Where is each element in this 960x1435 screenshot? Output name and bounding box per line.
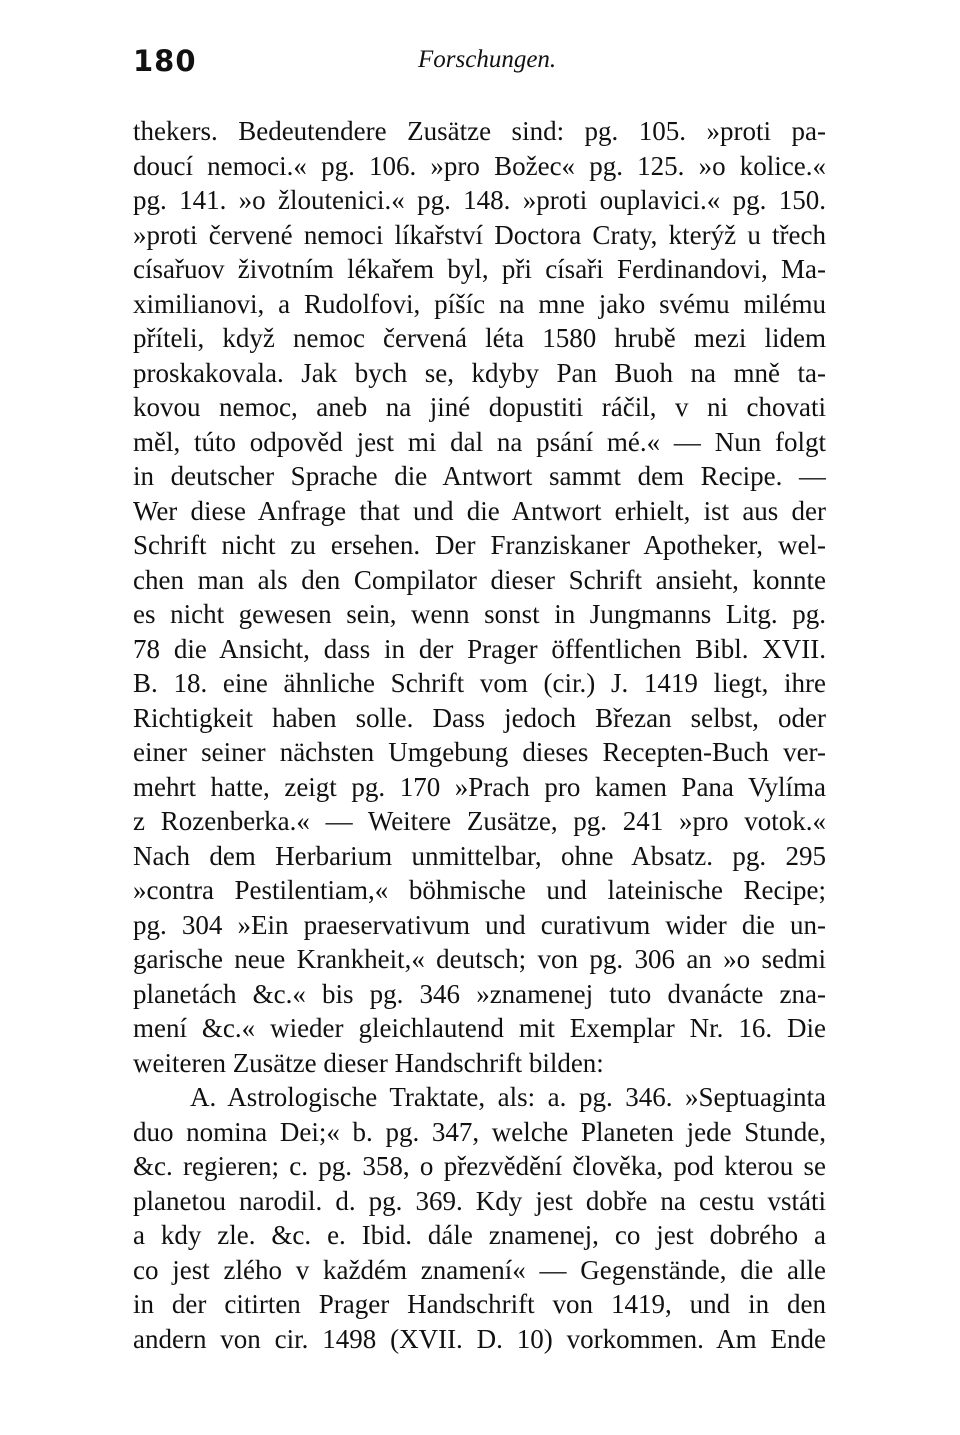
text-line: císařuov životním lékařem byl, při císaři Ferdinandovi, Ma-	[133, 254, 826, 284]
text-line: planetou narodil. d. pg. 369. Kdy jest dobře na cestu vstáti	[133, 1185, 826, 1216]
text-line: in deutscher Sprache die Antwort sammt dem Recipe. —	[133, 461, 826, 491]
text-line: andern von cir. 1498 (XVII. D. 10) vorkommen. Am Ende	[133, 1323, 826, 1354]
text-line: thekers. Bedeutendere Zusätze sind: pg. 105. »proti pa-	[133, 116, 826, 146]
text-line: einer seiner nächsten Umgebung dieses Recepten-Buch ver-	[133, 737, 826, 767]
text-line: pg. 141. »o žloutenici.« pg. 148. »proti ouplavici.« pg. 150.	[133, 185, 826, 215]
text-line: co jest zlého v každém znamení« — Gegenstände, die alle	[133, 1254, 826, 1285]
text-line: es nicht gewesen sein, wenn sonst in Jungmanns Litg. pg.	[133, 599, 826, 629]
text-line: pg. 304 »Ein praeservativum und curativum wider die un-	[133, 909, 826, 940]
page-header	[133, 44, 826, 84]
text-line: kovou nemoc, aneb na jiné dopustiti ráčil, v ni chovati	[133, 392, 826, 422]
text-line: chen man als den Compilator dieser Schrift ansieht, konnte	[133, 564, 826, 595]
text-line: mehrt hatte, zeigt pg. 170 »Prach pro kamen Pana Vylíma	[133, 771, 826, 802]
text-line: garische neue Krankheit,« deutsch; von pg. 306 an »o sedmi	[133, 944, 826, 974]
running-title: Forschungen.	[418, 46, 557, 73]
text-line: 78 die Ansicht, dass in der Prager öffentlichen Bibl. XVII.	[133, 633, 826, 664]
text-line: ximilianovi, a Rudolfovi, píšíc na mne jako svému milému	[133, 288, 826, 319]
text-line: weiteren Zusätze dieser Handschrift bilden:	[133, 1047, 604, 1078]
text-line: proskakovala. Jak bych se, kdyby Pan Buoh na mně ta-	[133, 357, 826, 388]
text-line: planetách &c.« bis pg. 346 »znamenej tuto dvanácte zna-	[133, 978, 826, 1009]
text-line: a kdy zle. &c. e. Ibid. dále znamenej, co jest dobrého a	[133, 1220, 826, 1250]
text-line: »contra Pestilentiam,« böhmische und lateinische Recipe;	[133, 875, 826, 905]
text-line: mení &c.« wieder gleichlautend mit Exemplar Nr. 16. Die	[133, 1013, 826, 1043]
text-line: z Rozenberka.« — Weitere Zusätze, pg. 241 »pro votok.«	[133, 806, 826, 836]
text-line: &c. regieren; c. pg. 358, o přezvědění člověka, pod kterou se	[133, 1151, 826, 1181]
text-line: A. Astrologische Traktate, als: a. pg. 346. »Septuaginta	[190, 1082, 826, 1112]
text-line: Wer diese Anfrage that und die Antwort erhielt, ist aus der	[133, 495, 826, 526]
text-line: »proti červené nemoci líkařství Doctora Craty, kterýž u třech	[133, 219, 826, 250]
text-line: Nach dem Herbarium unmittelbar, ohne Absatz. pg. 295	[133, 840, 826, 871]
text-line: Schrift nicht zu ersehen. Der Franziskaner Apotheker, wel-	[133, 530, 826, 560]
page-number: 180	[133, 44, 197, 78]
text-line: příteli, když nemoc červená léta 1580 hrubě mezi lidem	[133, 323, 826, 353]
text-line: in der citirten Prager Handschrift von 1419, und in den	[133, 1289, 826, 1319]
text-line: doucí nemoci.« pg. 106. »pro Božec« pg. 125. »o kolice.«	[133, 150, 826, 181]
text-line: Richtigkeit haben solle. Dass jedoch Březan selbst, oder	[133, 702, 826, 733]
text-line: duo nomina Dei;« b. pg. 347, welche Planeten jede Stunde,	[133, 1116, 826, 1147]
text-line: měl, túto odpověd jest mi dal na psání mé.« — Nun folgt	[133, 426, 826, 457]
text-line: B. 18. eine ähnliche Schrift vom (cir.) J. 1419 liegt, ihre	[133, 668, 826, 698]
body-text	[133, 114, 826, 1356]
